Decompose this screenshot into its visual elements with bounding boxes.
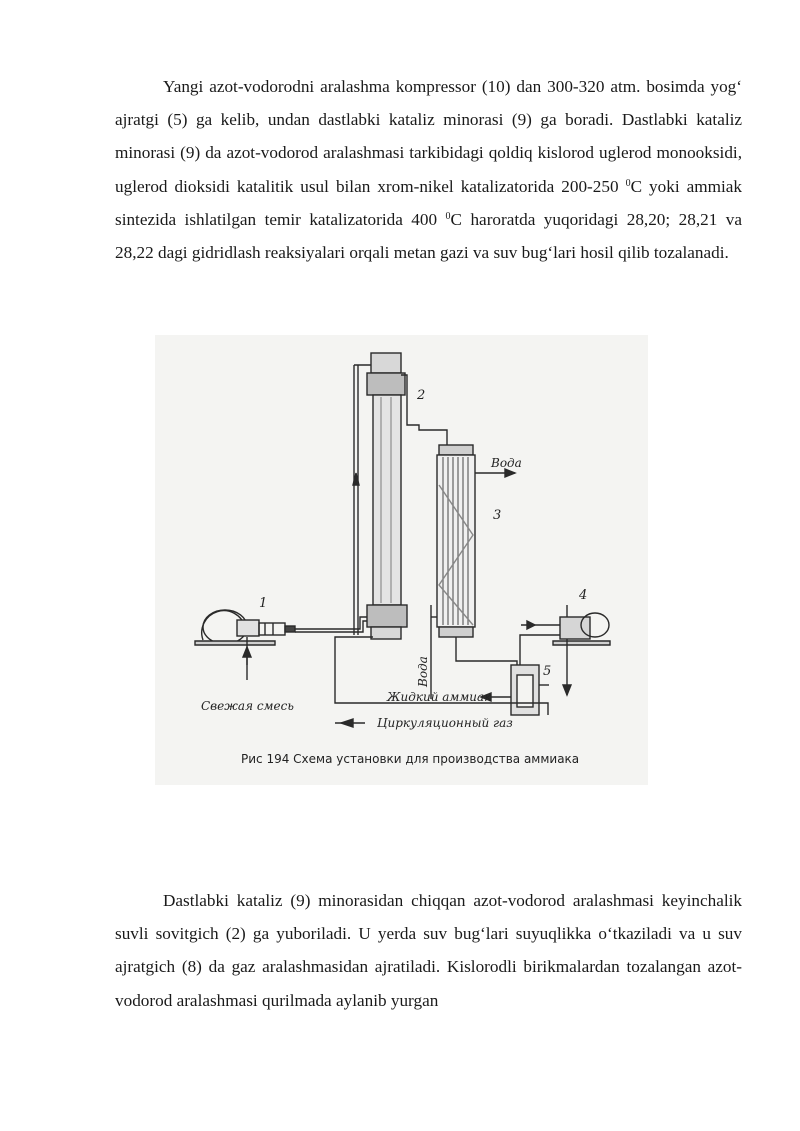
- paragraph-1-text-b: C yoki ammiak sintezida ishlatilgan temir katalizatorida 400: [115, 176, 742, 229]
- paragraph-1: [115, 70, 742, 269]
- condenser-3: [431, 445, 515, 685]
- liquid-ammonia-label: Жидкий аммиак: [387, 690, 492, 704]
- figure-caption: Рис 194 Схема установки для производства аммиака: [241, 752, 580, 766]
- label-2: 2: [417, 388, 426, 403]
- label-3: 3: [493, 508, 502, 523]
- ammonia-plant-diagram: [155, 335, 648, 785]
- paragraph-2-text: Dastlabki kataliz (9) minorasidan chiqqan azot-vodorod aralashmasi keyinchalik suvli sovitgich (2) ga yuboriladi. U yerda suv bug‘lari suyuqlikka o‘tkaziladi va u suv ajratgich (8) da gaz aralashmasidan ajratiladi. Kislorodli birikmalardan tozalangan azot-vodorod aralashmasi qurilmada aylanib yurgan: [115, 891, 742, 1010]
- paragraph-1-text-a: Yangi azot-vodorodni aralashma kompressor (10) dan 300-320 atm. bosimda yog‘ ajratgi (5) ga kelib, undan dastlabki kataliz minorasi (9) ga boradi. Dastlabki kataliz minorasi (9) da azot-vodorod aralashmasi tarkibidagi qoldiq kislorod uglerod monooksidi, uglerod dioksidi katalitik usul bilan xrom-nikel katalizatorida 200-250: [115, 77, 742, 196]
- degree-superscript-1: 0: [625, 177, 631, 189]
- circulation-gas-label: Циркуляционный газ: [377, 716, 513, 730]
- degree-superscript-2: 0: [445, 210, 451, 222]
- label-5: 5: [543, 664, 552, 679]
- paragraph-1-text-c: C haroratda yuqoridagi 28,20; 28,21 va 28,22 dagi gidridlash reaksiyalari orqali metan gazi va suv bug‘lari hosil qilib tozalanadi.: [115, 209, 742, 263]
- compressor-1: [195, 610, 295, 680]
- column-2: [353, 353, 407, 639]
- voda-top-label: Вода: [491, 456, 522, 470]
- label-4: 4: [579, 588, 588, 603]
- voda-side-label: Вода: [416, 656, 430, 687]
- paragraph-2: [115, 884, 742, 1017]
- label-1: 1: [259, 596, 268, 611]
- fresh-mix-label: Свежая смесь: [201, 699, 294, 713]
